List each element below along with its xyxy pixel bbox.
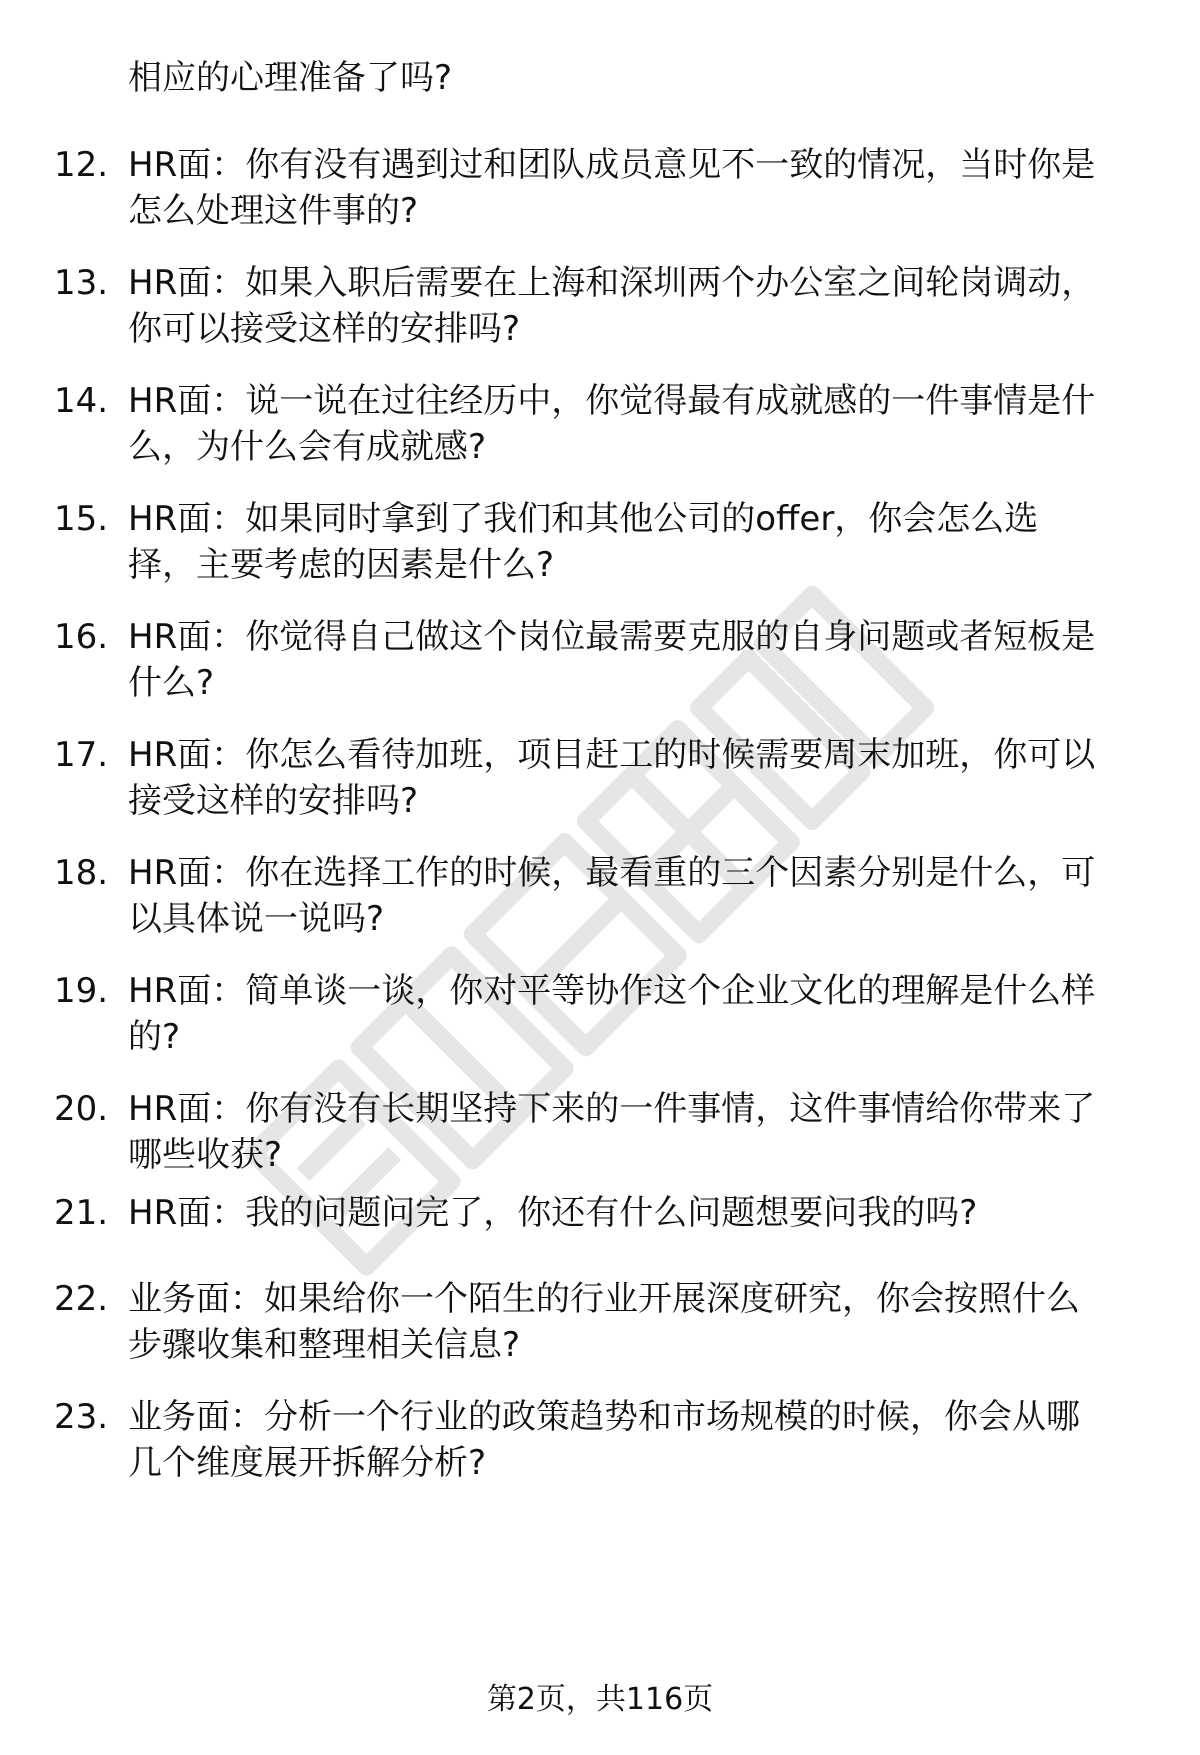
question-text-line: 么，为什么会有成就感? [128, 427, 487, 467]
question-text-line: HR面：如果同时拿到了我们和其他公司的offer，你会怎么选 [128, 499, 1039, 539]
question-text-line: HR面：你有没有遇到过和团队成员意见不一致的情况，当时你是 [128, 145, 1096, 185]
question-text-line: HR面：你有没有长期坚持下来的一件事情，这件事情给你带来了 [128, 1089, 1096, 1129]
question-number: 13. [54, 263, 109, 303]
question-number: 18. [54, 853, 109, 893]
question-number: 14. [54, 381, 109, 421]
question-text-line: 接受这样的安排吗? [128, 781, 419, 821]
continued-question-text: 相应的心理准备了吗? [128, 58, 453, 98]
question-text-line: 你可以接受这样的安排吗? [128, 309, 521, 349]
question-text-line: HR面：你在选择工作的时候，最看重的三个因素分别是什么，可 [128, 853, 1096, 893]
question-text-line: 业务面：分析一个行业的政策趋势和市场规模的时候，你会从哪 [128, 1397, 1080, 1437]
question-text [128, 1394, 1158, 1486]
question-number: 21. [54, 1193, 109, 1233]
question-text-line: 步骤收集和整理相关信息? [128, 1325, 521, 1365]
question-text-line: 业务面：如果给你一个陌生的行业开展深度研究，你会按照什么 [128, 1279, 1080, 1319]
question-text [128, 260, 1158, 352]
question-text-line: HR面：你怎么看待加班，项目赶工的时候需要周末加班，你可以 [128, 735, 1096, 775]
question-text-line: 择，主要考虑的因素是什么? [128, 545, 555, 585]
question-text [128, 968, 1158, 1060]
question-text-line: HR面：说一说在过往经历中，你觉得最有成就感的一件事情是什 [128, 381, 1096, 421]
question-number: 19. [54, 971, 109, 1011]
question-number: 20. [54, 1089, 109, 1129]
question-text [128, 732, 1158, 824]
question-number: 12. [54, 145, 109, 185]
question-number: 15. [54, 499, 109, 539]
question-text [128, 850, 1158, 942]
question-text [128, 496, 1158, 588]
question-text-line: 以具体说一说吗? [128, 899, 385, 939]
question-text-line: 几个维度展开拆解分析? [128, 1443, 487, 1483]
question-text [128, 378, 1158, 470]
question-text-line: 怎么处理这件事的? [128, 191, 419, 231]
question-text-line: HR面：我的问题问完了，你还有什么问题想要问我的吗? [128, 1193, 978, 1233]
question-number: 16. [54, 617, 109, 657]
question-text [128, 1086, 1158, 1178]
question-text [128, 1190, 1158, 1236]
question-text-line: HR面：简单谈一谈，你对平等协作这个企业文化的理解是什么样 [128, 971, 1096, 1011]
question-number: 23. [54, 1397, 109, 1437]
question-text-line: 的? [128, 1017, 181, 1057]
question-text-line: 什么? [128, 663, 215, 703]
question-number: 22. [54, 1279, 109, 1319]
question-text [128, 142, 1158, 234]
question-text-line: HR面：如果入职后需要在上海和深圳两个办公室之间轮岗调动， [128, 263, 1096, 303]
question-number: 17. [54, 735, 109, 775]
question-text-line: 哪些收获? [128, 1135, 283, 1175]
question-text [128, 1276, 1158, 1368]
page-footer: 第2页，共116页 [486, 1682, 714, 1717]
question-text-line: HR面：你觉得自己做这个岗位最需要克服的自身问题或者短板是 [128, 617, 1096, 657]
question-text [128, 614, 1158, 706]
